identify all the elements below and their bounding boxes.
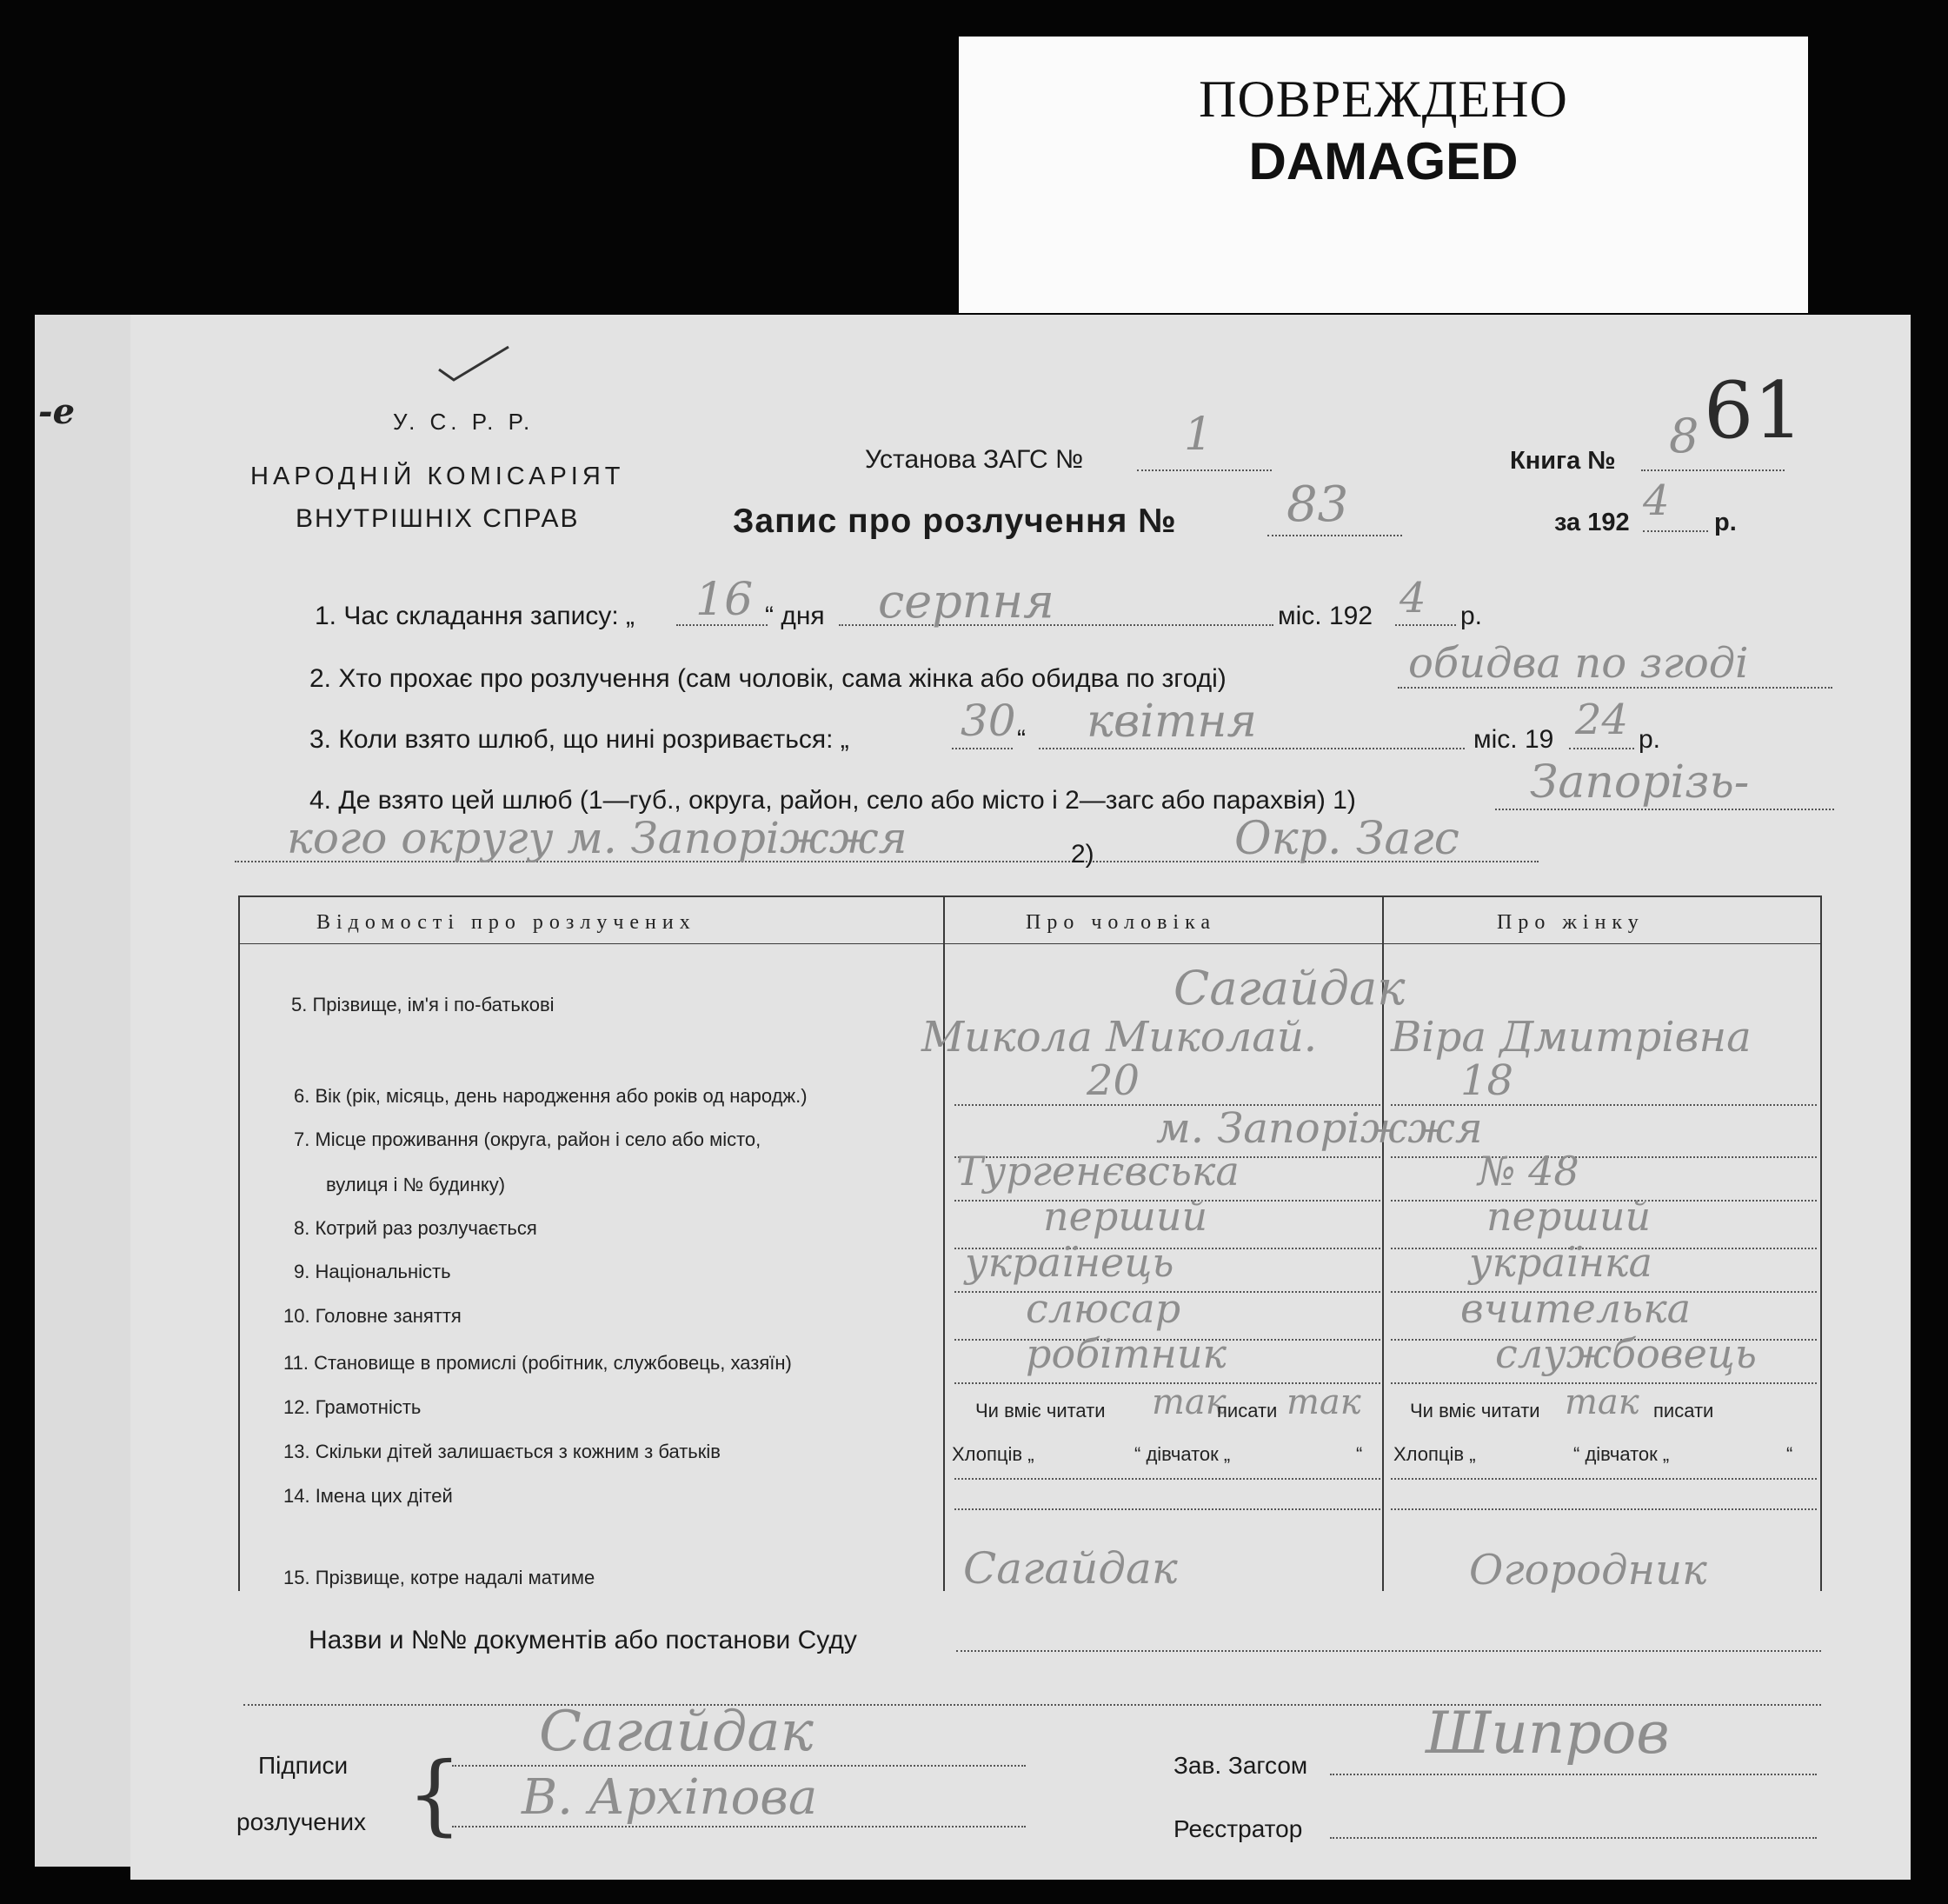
registrar-label: Реєстратор xyxy=(1173,1815,1303,1842)
row-label-7a: 7. Місце проживання (округа, район і село або місто, xyxy=(294,1128,761,1150)
row-label-5: 5. Прізвище, ім'я і по-батькові xyxy=(291,994,555,1015)
head-label: Зав. Загсом xyxy=(1173,1752,1308,1779)
q3-day-line xyxy=(952,748,1013,749)
q3-mis: міс. 19 xyxy=(1473,725,1554,754)
wife-boys-label: Хлопців „ xyxy=(1393,1443,1476,1465)
q3-month: квітня xyxy=(1087,696,1257,748)
q2-answer: обидва по згоді xyxy=(1408,639,1749,688)
wife-literacy-read-label: Чи вміє читати xyxy=(1410,1400,1540,1421)
row-label-10: 10. Головне заняття xyxy=(283,1305,462,1327)
wife-occupation: вчителька xyxy=(1460,1285,1692,1332)
husband-literacy-read-label: Чи вміє читати xyxy=(975,1400,1106,1421)
wife-end-quote: “ xyxy=(1786,1443,1793,1465)
table-right-border xyxy=(1820,895,1822,1591)
book-no: 8 xyxy=(1669,409,1699,463)
wife-names: Віра Дмитрівна xyxy=(1391,1013,1752,1062)
q3-label: 3. Коли взято шлюб, що нині розривається: „ xyxy=(309,725,849,754)
wife-nationality: українка xyxy=(1469,1239,1652,1286)
q3-year: 24 xyxy=(1575,696,1629,744)
q3-quote: “ xyxy=(1017,725,1026,754)
q1-year: 4 xyxy=(1400,574,1426,622)
row-label-9: 9. Національність xyxy=(294,1261,451,1282)
q4-line-1 xyxy=(1495,809,1834,810)
q3-r: р. xyxy=(1639,725,1661,754)
year-prefix: за 192 xyxy=(1554,509,1630,536)
row-label-15: 15. Прізвище, котре надалі матиме xyxy=(283,1567,595,1588)
row-divider xyxy=(1391,1156,1817,1158)
record-no-line xyxy=(1267,535,1402,536)
documents-line-1 xyxy=(956,1650,1821,1652)
q3-day: 30 xyxy=(961,696,1016,746)
wife-new-surname: Огородник xyxy=(1469,1546,1707,1594)
q4-answer-1: Запорізь- xyxy=(1530,756,1750,809)
q4-label: 4. Де взято цей шлюб (1—губ., округа, район, село або місто і 2—загс або парахвія) 1) xyxy=(309,786,1356,815)
row-divider xyxy=(954,1508,1380,1510)
signatures-label-2: розлучених xyxy=(236,1808,366,1835)
row-divider xyxy=(1391,1478,1817,1480)
husband-new-surname: Сагайдак xyxy=(963,1543,1178,1594)
damage-tag-en: DAMAGED xyxy=(1248,132,1519,190)
wife-position: службовець xyxy=(1495,1330,1757,1377)
signature-1: Сагайдак xyxy=(539,1700,814,1764)
q1-label: 1. Час складання запису: „ xyxy=(315,602,635,630)
q1-day-word: “ дня xyxy=(765,602,825,630)
wife-read: так xyxy=(1565,1382,1639,1422)
republic-label: У. С. Р. Р. xyxy=(393,409,535,435)
row-label-8: 8. Котрий раз розлучається xyxy=(294,1217,537,1239)
q1-day: 16 xyxy=(695,574,754,626)
signature-line-1 xyxy=(452,1765,1026,1767)
wife-literacy-write-label: писати xyxy=(1653,1400,1714,1421)
table-header-husband: Про чоловіка xyxy=(1026,911,1217,934)
q2-label: 2. Хто прохає про розлучення (сам чоловік, сама жінка або обидва по згоді) xyxy=(309,664,1227,693)
damage-tag-ru: ПОВРЕЖДЕНО xyxy=(1199,70,1568,128)
check-mark-icon xyxy=(435,343,513,387)
head-line xyxy=(1330,1774,1817,1775)
wife-residence-2: № 48 xyxy=(1478,1148,1579,1195)
table-left-border xyxy=(238,895,240,1591)
husband-residence-2: Тургенєвська xyxy=(956,1148,1240,1195)
damage-tag xyxy=(959,37,1808,313)
row-divider xyxy=(954,1478,1380,1480)
row-divider xyxy=(1391,1508,1817,1510)
husband-surname: Сагайдак xyxy=(1173,961,1406,1015)
q1-month: серпня xyxy=(878,574,1054,629)
wife-times: перший xyxy=(1486,1193,1652,1240)
binding-margin xyxy=(35,315,135,1867)
husband-literacy-write-label: писати xyxy=(1217,1400,1278,1421)
table-header-info: Відомості про розлучених xyxy=(316,911,696,934)
q1-year-line xyxy=(1395,624,1456,626)
record-title: Запис про розлучення № xyxy=(733,503,1177,540)
registrar-line xyxy=(1330,1837,1817,1839)
table-head-border xyxy=(238,943,1822,944)
signature-line-2 xyxy=(452,1826,1026,1827)
row-label-13: 13. Скільки дітей залишається з кожним з батьків xyxy=(283,1441,721,1462)
office-label: Установа ЗАГС № xyxy=(865,445,1084,474)
husband-position: робітник xyxy=(1026,1330,1227,1377)
husband-times: перший xyxy=(1043,1193,1208,1240)
husband-boys-label: Хлопців „ xyxy=(952,1443,1034,1465)
table-col-divider-1 xyxy=(943,895,945,1591)
q3-year-line xyxy=(1569,748,1634,749)
page-number: 61 xyxy=(1704,365,1804,456)
row-label-12: 12. Грамотність xyxy=(283,1396,422,1418)
q4-answer-2: Окр. Загс xyxy=(1234,813,1459,865)
book-label: Книга № xyxy=(1510,447,1616,475)
husband-nationality: українець xyxy=(965,1239,1174,1286)
husband-age: 20 xyxy=(1087,1056,1140,1105)
row-label-7b: вулиця і № будинку) xyxy=(326,1174,506,1195)
signatures-label-1: Підписи xyxy=(258,1752,349,1779)
signature-2: В. Архіпова xyxy=(522,1769,818,1826)
row-label-11: 11. Становище в промислі (робітник, службовець, хазяїн) xyxy=(283,1352,792,1374)
table-header-wife: Про жінку xyxy=(1497,911,1645,934)
head-signature: Шипров xyxy=(1426,1700,1670,1767)
table-top-border xyxy=(238,895,1822,897)
record-no: 83 xyxy=(1286,476,1349,533)
wife-age: 18 xyxy=(1460,1056,1514,1105)
commissariat-line-1: НАРОДНІЙ КОМІСАРІЯТ xyxy=(250,463,625,490)
q4-line2: кого округу м. Запоріжжя xyxy=(287,813,908,863)
year-digit: 4 xyxy=(1643,476,1670,525)
row-label-6: 6. Вік (рік, місяць, день народження або років од народж.) xyxy=(294,1085,808,1107)
office-no-line xyxy=(1137,469,1272,471)
q1-mis: міс. 192 xyxy=(1278,602,1373,630)
year-line xyxy=(1643,530,1708,532)
margin-mark: -е xyxy=(38,391,76,432)
husband-girls-label: “ дівчаток „ xyxy=(1134,1443,1231,1465)
q1-r: р. xyxy=(1460,602,1483,630)
year-suffix: р. xyxy=(1714,509,1737,536)
husband-occupation: слюсар xyxy=(1026,1285,1181,1332)
husband-read: так xyxy=(1152,1382,1227,1422)
husband-write: так xyxy=(1286,1382,1361,1422)
wife-girls-label: “ дівчаток „ xyxy=(1573,1443,1670,1465)
commissariat-line-2: ВНУТРІШНІХ СПРАВ xyxy=(296,504,580,533)
husband-names: Микола Миколай. xyxy=(921,1013,1318,1062)
row-label-14: 14. Імена цих дітей xyxy=(283,1485,453,1507)
q3-month-line xyxy=(1039,748,1465,749)
book-no-line xyxy=(1641,469,1785,471)
husband-residence-1: м. Запоріжжя xyxy=(1156,1104,1483,1153)
signatures-brace: { xyxy=(407,1743,462,1845)
documents-label: Назви и №№ документів або постанови Суду xyxy=(309,1626,857,1654)
husband-end-quote: “ xyxy=(1356,1443,1363,1465)
q4-label-2: 2) xyxy=(1071,840,1094,869)
office-no: 1 xyxy=(1184,409,1213,461)
